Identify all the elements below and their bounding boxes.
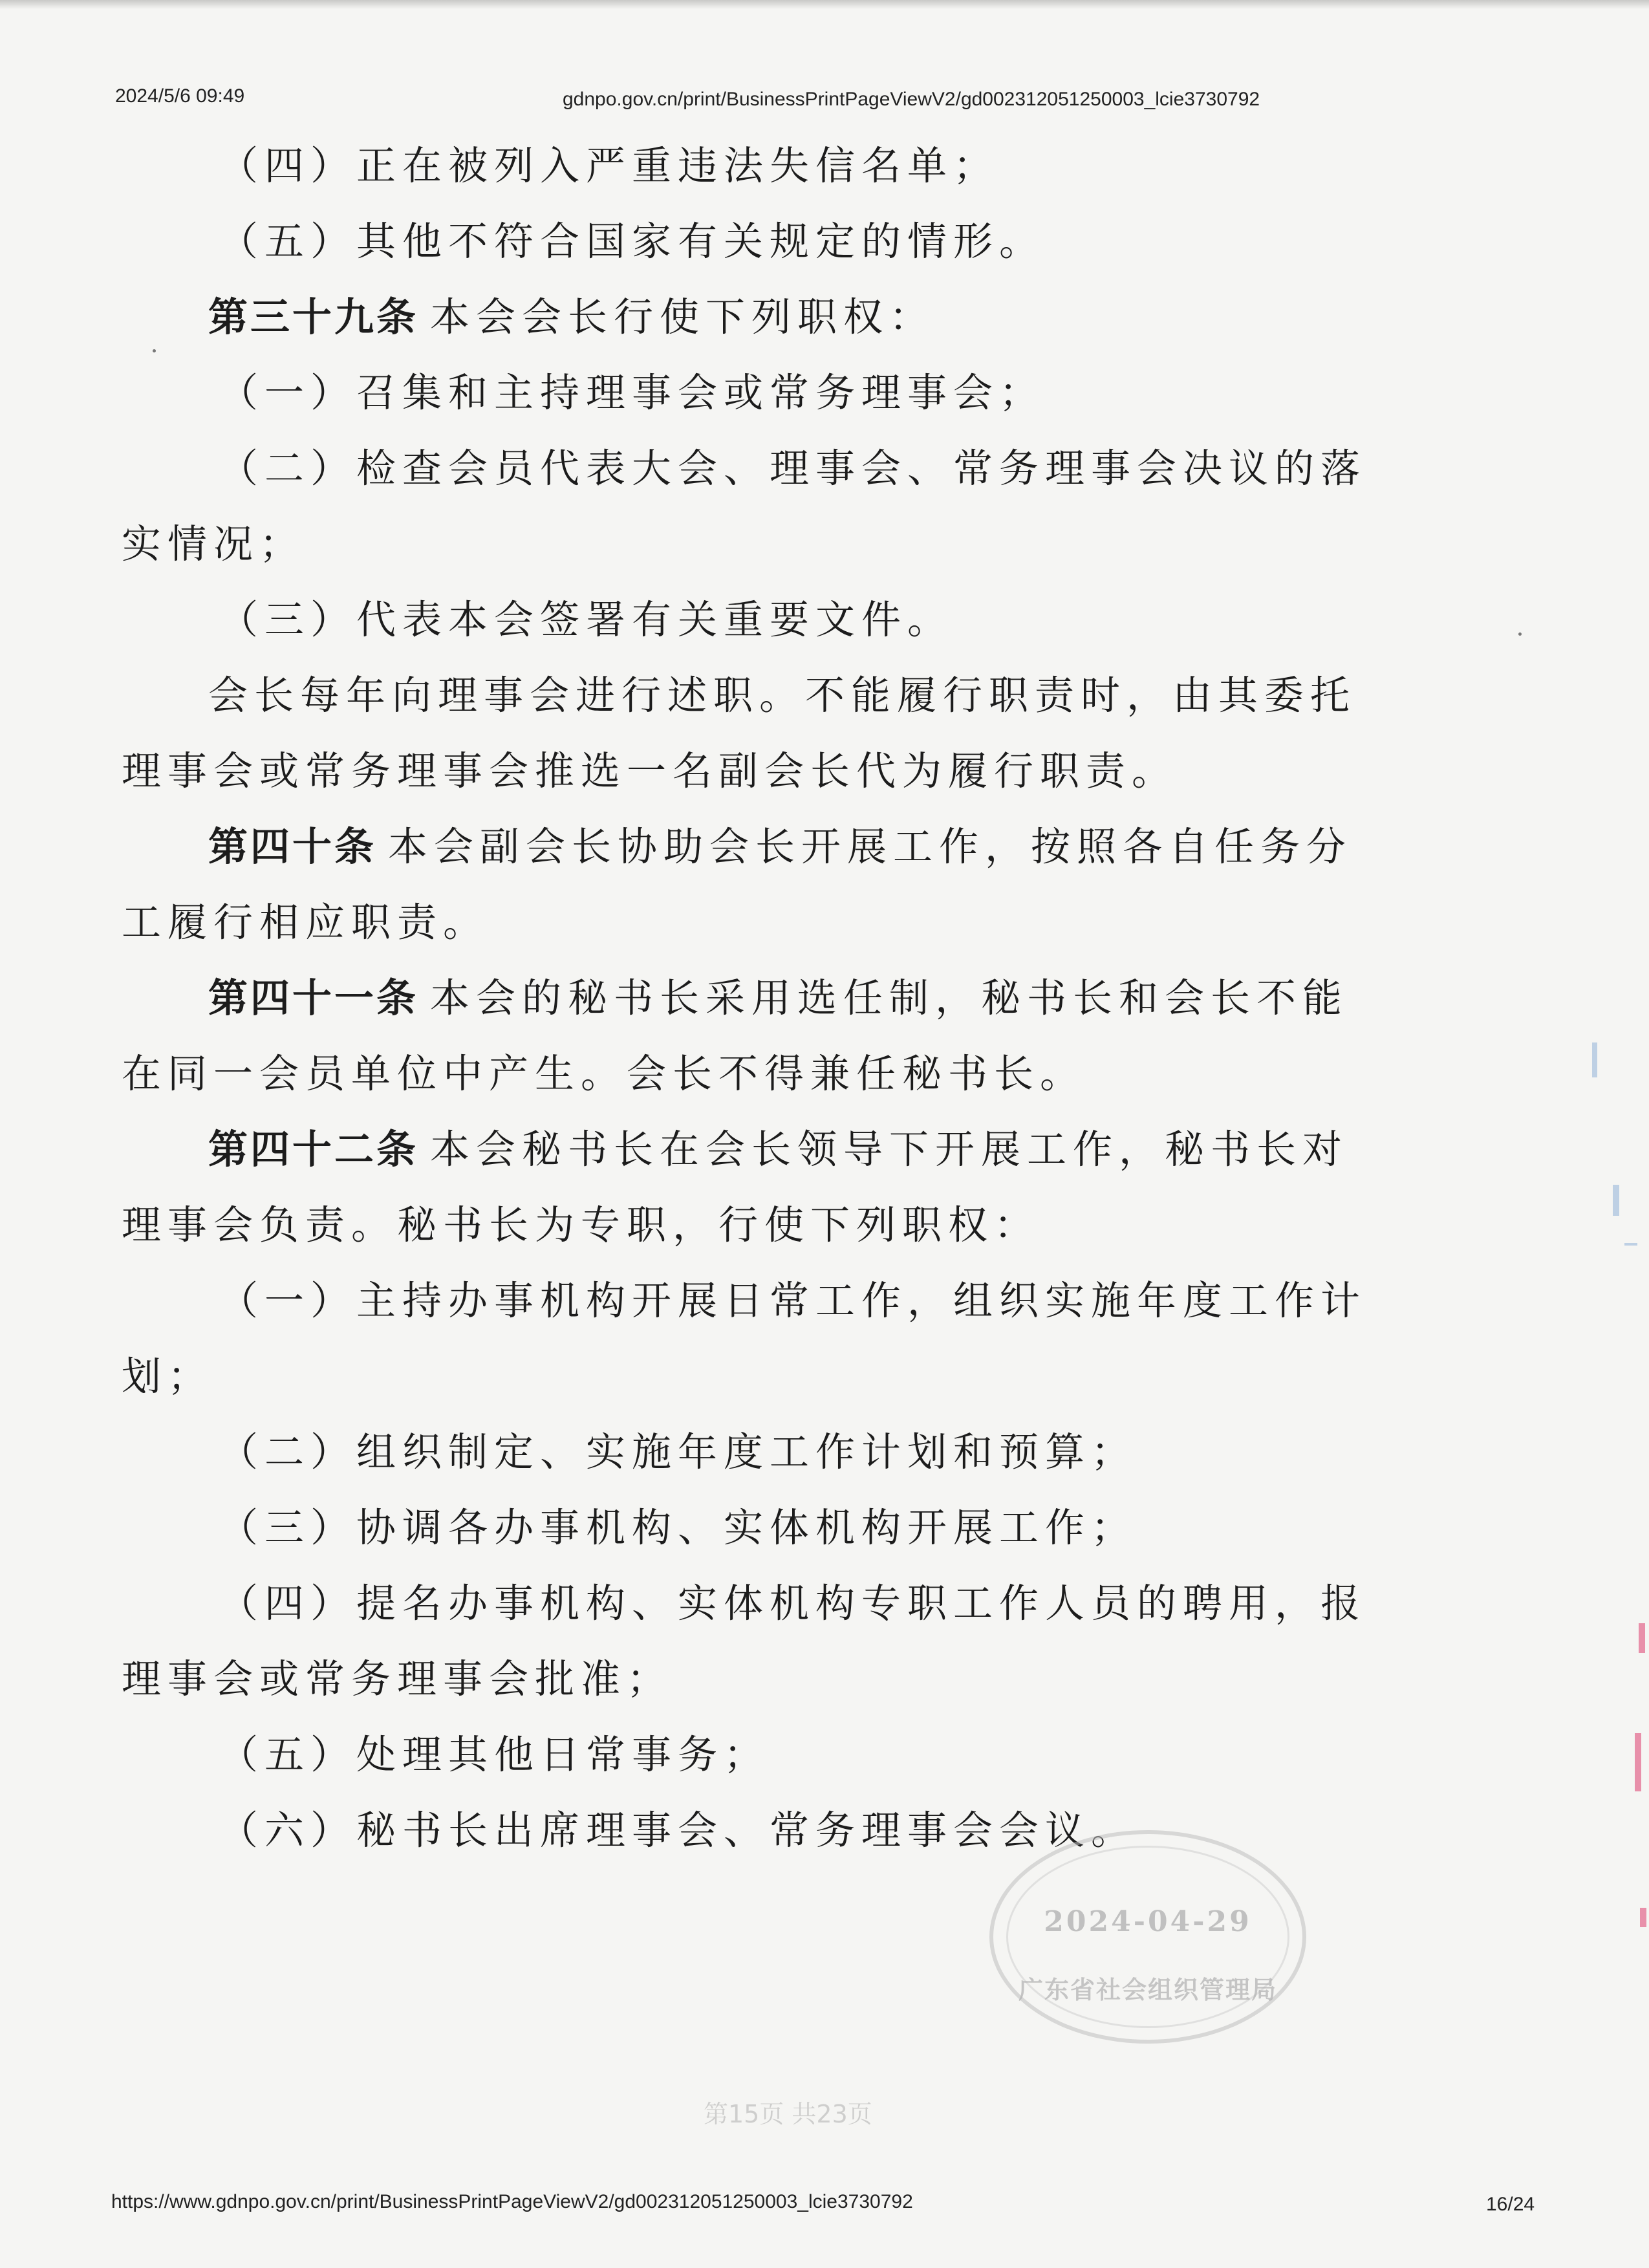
bleed-mark	[1613, 1185, 1619, 1216]
paragraph-text: （五）处理其他日常事务；	[219, 1732, 770, 1778]
paragraph-text: 本会会长行使下列职权：	[430, 294, 936, 340]
document-body	[122, 128, 1389, 1868]
seal-date: 2024-04-29	[1044, 1905, 1252, 1938]
paragraph	[122, 279, 1389, 355]
paragraph	[122, 431, 1389, 582]
print-datetime: 2024/5/6 09:49	[115, 85, 245, 107]
article-number: 第四十二条	[208, 1127, 419, 1172]
seal-organization: 广东省社会组织管理局	[1018, 1976, 1277, 2004]
bleed-mark	[1592, 1042, 1597, 1077]
bleed-mark	[1639, 1623, 1645, 1653]
paragraph	[122, 960, 1389, 1112]
paragraph	[122, 1112, 1389, 1263]
paragraph-text: 本会的秘书长采用选任制，秘书长和会长不能在同一会员单位中产生。会长不得兼任秘书长。	[122, 975, 1349, 1097]
paragraph-text: （二）组织制定、实施年度工作计划和预算；	[219, 1429, 1137, 1475]
paragraph	[122, 582, 1389, 658]
paragraph-text: （四）正在被列入严重违法失信名单；	[219, 143, 1000, 189]
paragraph-text: 会长每年向理事会进行述职。不能履行职责时，由其委托理事会或常务理事会推选一名副会长代为履行职责。	[122, 673, 1357, 794]
paragraph-text: 本会副会长协助会长开展工作，按照各自任务分工履行相应职责。	[122, 824, 1353, 945]
paragraph-text: （二）检查会员代表大会、理事会、常务理事会决议的落实情况；	[122, 446, 1367, 567]
paragraph	[122, 1263, 1389, 1414]
paragraph-text: （四）提名办事机构、实体机构专职工作人员的聘用，报理事会或常务理事会批准；	[122, 1581, 1367, 1702]
article-number: 第四十条	[208, 824, 377, 870]
official-seal	[989, 1830, 1306, 2044]
paragraph	[122, 1566, 1389, 1717]
print-header-url: gdnpo.gov.cn/print/BusinessPrintPageViewV2/gd002312051250003_lcie3730792	[563, 89, 1260, 110]
paragraph	[122, 1490, 1389, 1566]
article-number: 第三十九条	[208, 294, 419, 340]
scan-speck	[1518, 632, 1522, 636]
bleed-mark	[1640, 1908, 1646, 1927]
article-number: 第四十一条	[208, 975, 419, 1021]
paragraph-text: （五）其他不符合国家有关规定的情形。	[219, 219, 1046, 265]
paragraph	[122, 1414, 1389, 1490]
paragraph-text: （一）召集和主持理事会或常务理事会；	[219, 370, 1046, 416]
paragraph	[122, 1717, 1389, 1793]
paragraph	[122, 355, 1389, 431]
paragraph-text: （一）主持办事机构开展日常工作，组织实施年度工作计划；	[122, 1278, 1367, 1399]
paragraph	[122, 204, 1389, 279]
paragraph	[122, 128, 1389, 204]
print-footer-url: https://www.gdnpo.gov.cn/print/BusinessPrintPageViewV2/gd002312051250003_lcie3730792	[111, 2191, 913, 2212]
print-page-number: 16/24	[1486, 2194, 1535, 2215]
paragraph-text: （六）秘书长出席理事会、常务理事会会议。	[219, 1808, 1137, 1853]
page-indicator: 第15页 共23页	[704, 2100, 872, 2128]
paragraph-text: （三）协调各办事机构、实体机构开展工作；	[219, 1505, 1137, 1551]
paragraph-text: 本会秘书长在会长领导下开展工作，秘书长对理事会负责。秘书长为专职，行使下列职权：	[122, 1127, 1349, 1248]
paragraph	[122, 809, 1389, 960]
paragraph-text: （三）代表本会签署有关重要文件。	[219, 597, 954, 643]
bleed-mark	[1624, 1243, 1637, 1246]
scan-edge	[0, 0, 1649, 9]
paragraph	[122, 658, 1389, 809]
bleed-mark	[1635, 1733, 1641, 1791]
scan-speck	[153, 349, 156, 352]
